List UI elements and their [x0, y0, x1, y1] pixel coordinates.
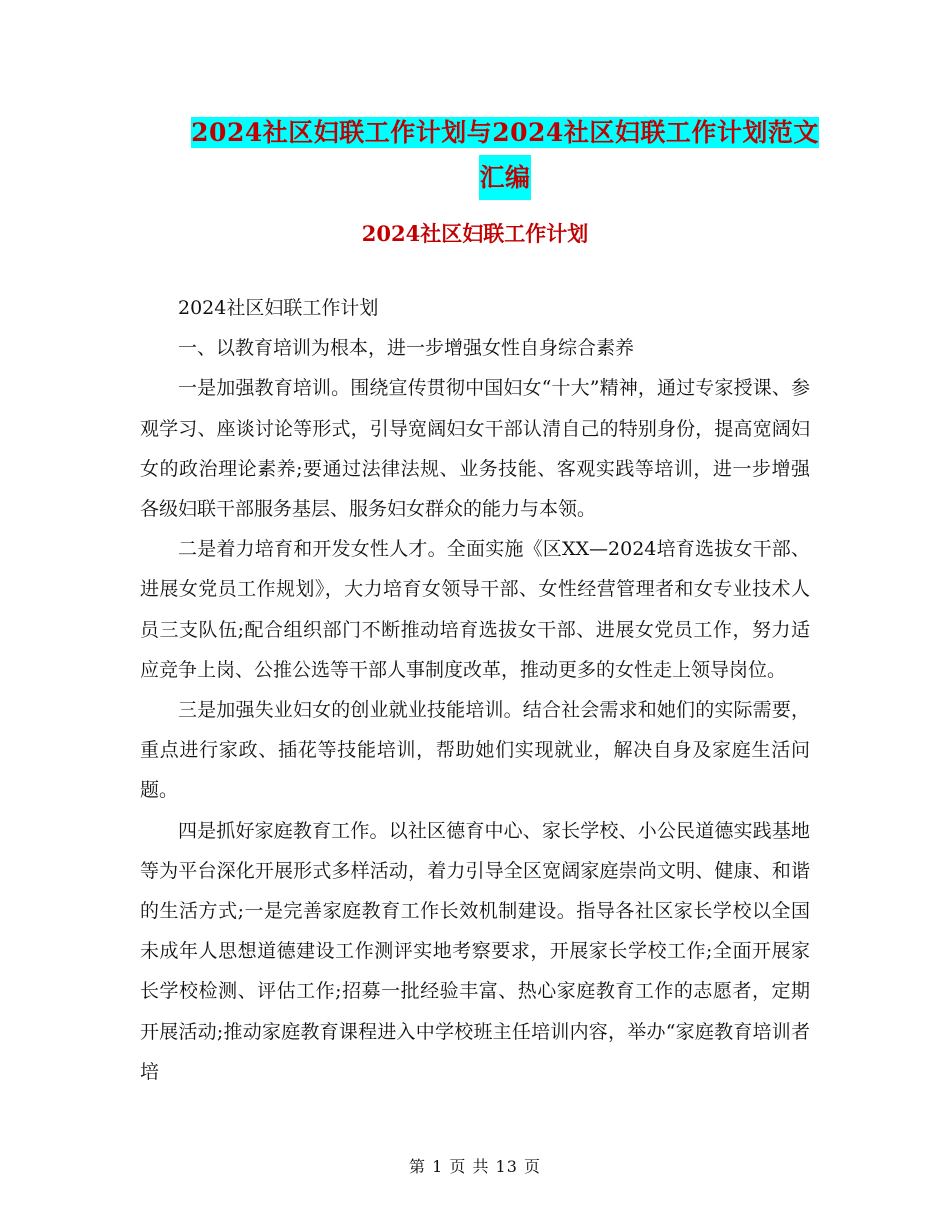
paragraph: 一是加强教育培训。围绕宣传贯彻中国妇女“十大”精神，通过专家授课、参观学习、座谈讨论等形式，引导宽阔妇女干部认清自己的特别身份，提高宽阔妇女的政治理论素养;要通过法律法规、业务技能、客观实践等培训，进一步增强各级妇联干部服务基层、服务妇女群众的能力与本领。: [140, 377, 810, 521]
paragraph: 2024社区妇联工作计划: [178, 297, 379, 319]
paragraph: 一、以教育培训为根本，进一步增强女性自身综合素养: [178, 337, 635, 360]
page-footer: 第 1 页 共 13 页: [409, 1157, 541, 1176]
document-title: [185, 110, 825, 200]
paragraph: 三是加强失业妇女的创业就业技能培训。结合社会需求和她们的实际需要，重点进行家政、插花等技能培训，帮助她们实现就业，解决自身及家庭生活问题。: [140, 699, 810, 802]
title-line-1: 2024社区妇联工作计划与2024社区妇联工作计划范文: [191, 118, 819, 147]
document-body: [140, 288, 810, 1092]
paragraph: 二是着力培育和开发女性人才。全面实施《区XX—2024培育选拔女干部、进展女党员工作规划》，大力培育女领导干部、女性经营管理者和女专业技术人员三支队伍;配合组织部门不断推动培育选拔女干部、进展女党员工作，努力适应竞争上岗、公推公选等干部人事制度改革，推动更多的女性走上领导岗位。: [140, 538, 810, 681]
title-line-2: 汇编: [479, 155, 530, 200]
paragraph: 四是抓好家庭教育工作。以社区德育中心、家长学校、小公民道德实践基地等为平台深化开展形式多样活动，着力引导全区宽阔家庭崇尚文明、健康、和谐的生活方式;一是完善家庭教育工作长效机制建设。指导各社区家长学校以全国未成年人思想道德建设工作测评实地考察要求，开展家长学校工作;全面开展家长学校检测、评估工作;招募一批经验丰富、热心家庭教育工作的志愿者，定期开展活动;推动家庭教育课程进入中学校班主任培训内容，举办“家庭教育培训者培: [140, 819, 810, 1083]
section-heading: 2024社区妇联工作计划: [361, 221, 589, 246]
